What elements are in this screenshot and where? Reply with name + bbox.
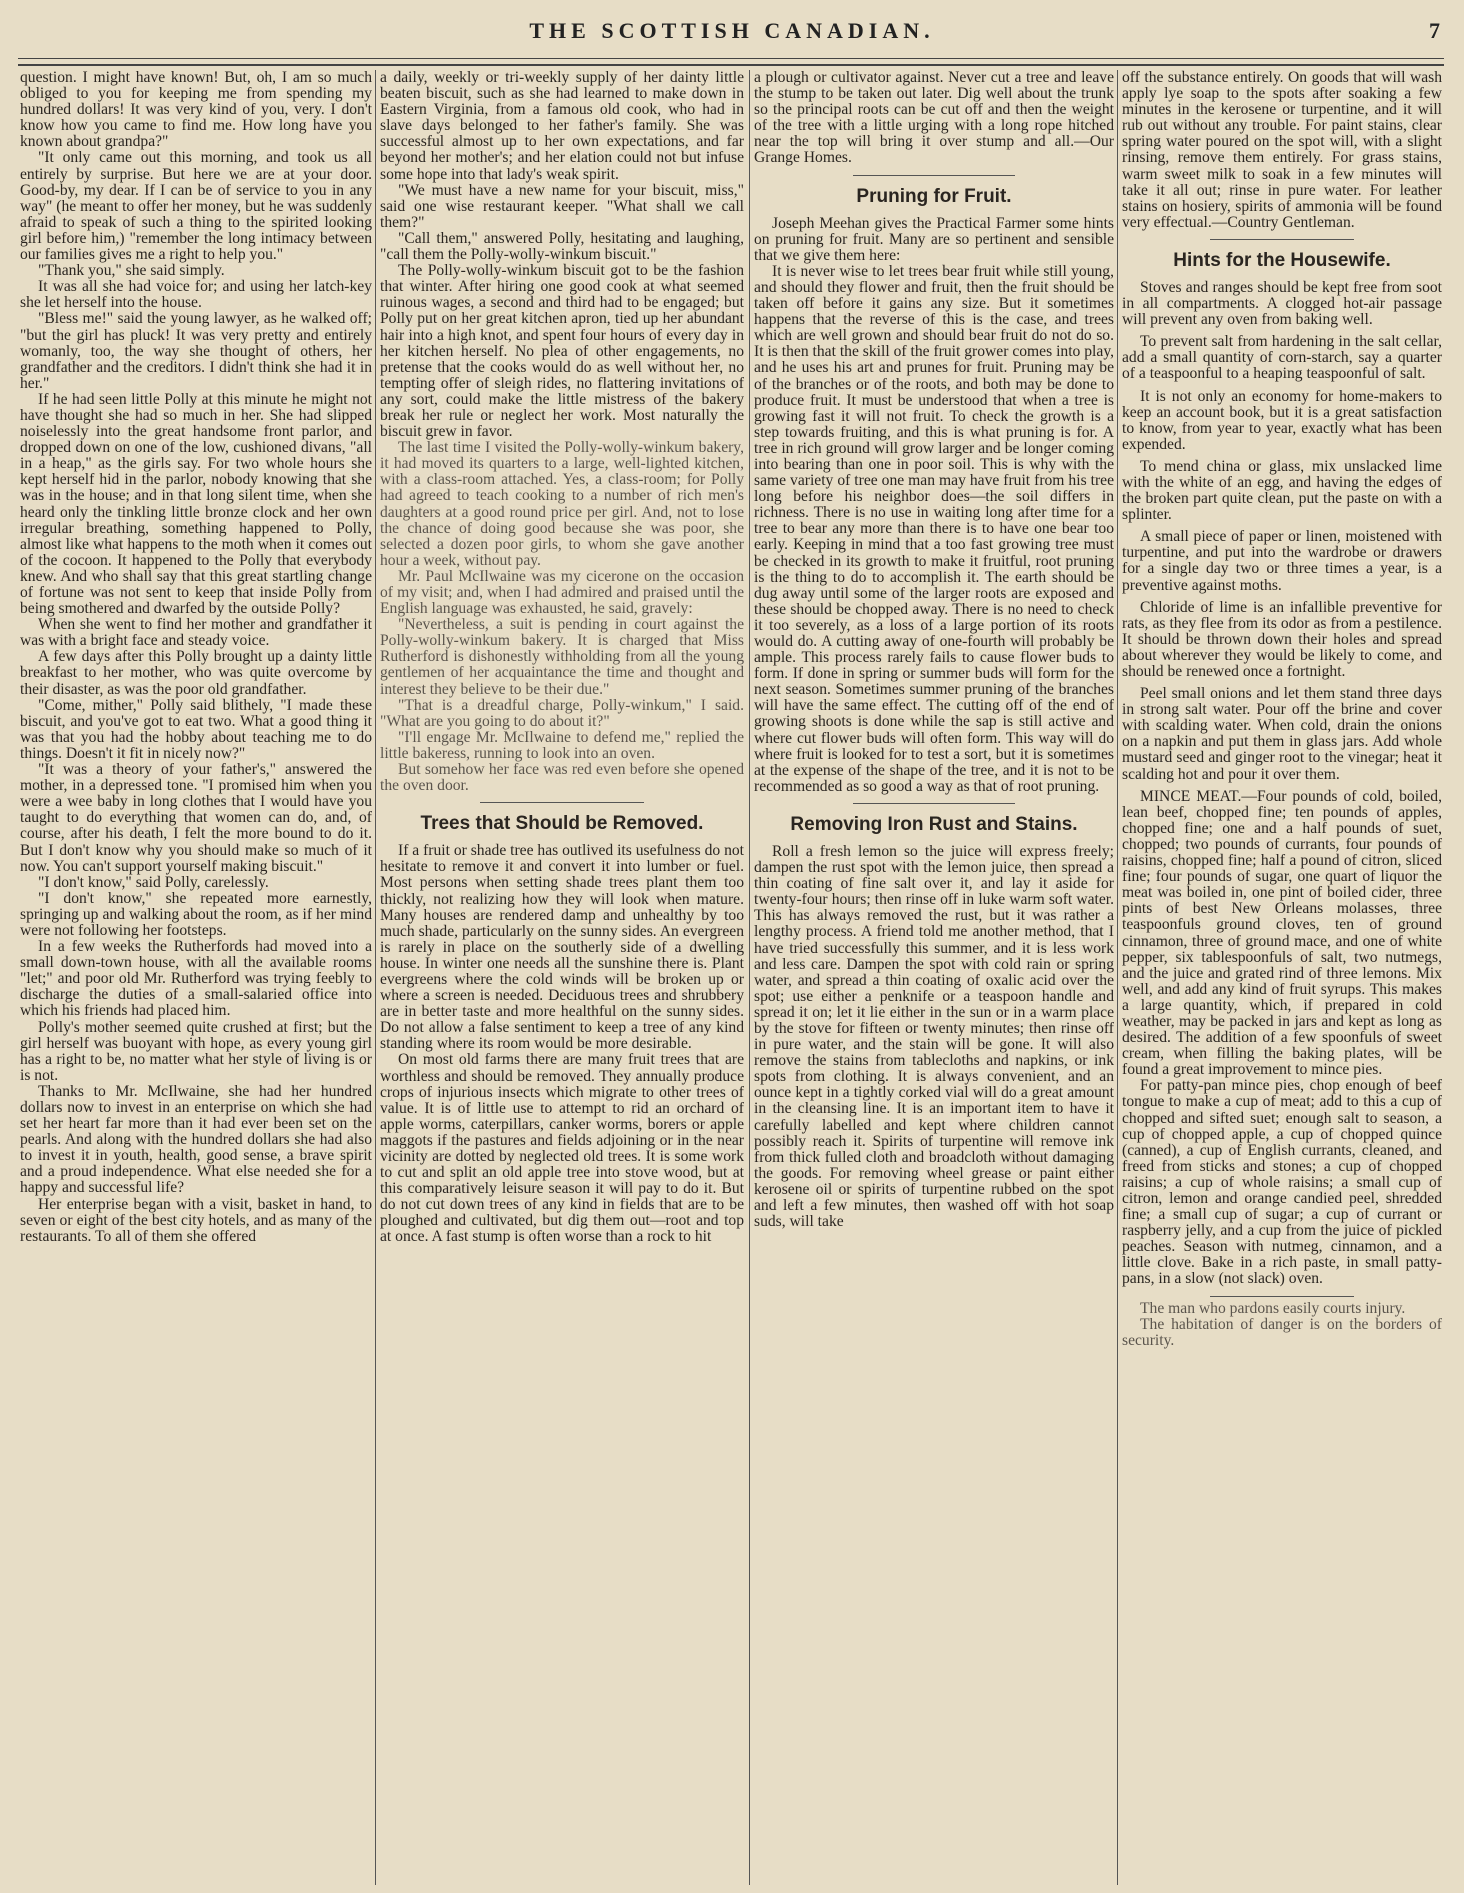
paragraph: Stoves and ranges should be kept free from soot in all compartments. A clogged hot-air passage will prevent any oven from baking well. [1122,278,1442,329]
paragraph: "Nevertheless, a suit is pending in court against the Polly-wolly-winkum bakery. It is charged that Miss Rutherford is dishonestly withholding from all the young gentlemen of her acquaintance the time and thought and interest they believe to be their due." [380,616,744,698]
column-4 [1122,70,1442,1885]
paragraph: Peel small onions and let them stand three days in strong salt water. Pour off the brine and cover with scalding water. When cold, drain the onions on a napkin and put them in glass jars. Add whole mustard seed and ginger root to the vinegar; heat it scalding hot and pour it over them. [1122,685,1442,783]
section-rule [853,175,1015,176]
paragraph: Mr. Paul McIlwaine was my cicerone on the occasion of my visit; and, when I had admired and praised until the English language was exhausted, he said, gravely: [380,567,744,618]
paragraph: When she went to find her mother and grandfather it was with a bright face and steady voice. [20,616,372,650]
paragraph: On most old farms there are many fruit trees that are worthless and should be removed. They annually produce crops of injurious insects which migrate to other trees of value. It is of little use to attempt to rid an orchard of apple worms, caterpillars, canker worms, borers or apple maggots if the pastures and fields adjoining or in the near vicinity are dotted by neglected old trees. It is some work to cut and split an old apple tree into stove wood, but at this comparatively leisure season it will pay to do it. But do not cut down trees of any kind in fields that are to be ploughed and cultivated, but dig them out—root and top at once. A fast stump is often worse than a rock to hit [380,1051,744,1246]
paragraph: But somehow her face was red even before she opened the oven door. [380,761,744,795]
paragraph: Her enterprise began with a visit, basket in hand, to seven or eight of the best city hotels, and as many of the restaurants. To all of them she offered [20,1195,372,1245]
article-heading: Trees that Should be Removed. [420,813,704,835]
paragraph: To prevent salt from hardening in the salt cellar, add a small quantity of corn-starch, say a quarter of a teaspoonful to a heaping teaspoonful of salt. [1122,333,1442,383]
paragraph: The habitation of danger is on the borders of security. [1122,1315,1442,1349]
paragraph: The last time I visited the Polly-wolly-winkum bakery, it had moved its quarters to a large, well-lighted kitchen, with a class-room attached. Yes, a class-room; for Polly had agreed to teach cooking to a number of rich men's daughters at a good round price per girl. And, not to lose the chance of doing good because she was poor, she selected a dozen poor girls, to whom she gave another hour a week, without pay. [380,439,744,569]
section-rule [480,802,644,803]
paragraph: "Come, mither," Polly said blithely, "I made these biscuit, and you've got to eat two. What a good thing it was that you had the hobby about teaching me to do things. Doesn't it fit in nicely now?" [20,696,372,762]
section-rule [853,803,1015,804]
paragraph: It is never wise to let trees bear fruit while still young, and should they flower and fruit, then the fruit should be taken off before it gains any size. But it sometimes happens that the reverse of this is the case, and trees which are well grown and should bear fruit do not do so. It is then that the skill of the fruit grower comes into play, and he uses his art and prunes for fruit. Pruning may be of the branches or of the roots, and both may be done to produce fruit. It must be understood that when a tree is growing fast it will not fruit. To check the growth is a step towards fruiting, and this is what pruning is for. A tree in rich ground will grow larger and be longer coming into bearing than one in poor soil. This is why with the same variety of tree one man may have fruit from his tree long before his neighbor does—the soil differs in richness. There is no use in waiting long after time for a tree to bear any more than there is to have one bear too early. Keeping in mind that a too fast growing tree must be checked in its growth to make it fruitful, root pruning is the thing to do to accomplish it. The earth should be dug away until some of the larger roots are exposed and these should be chopped away. There is no need to check it too severely, as a loss of a large portion of its roots would do. A cutting away of one-fourth will probably be ample. This process rarely fails to cause flower buds to form. If done in spring or summer buds will form for the next season. Sometimes summer pruning of the branches will have the same effect. The cutting off of the end of growing shoots is done while the sap is still active and where cut flower buds will often form. This way will do where fruit is looked for to test a sort, but it is sometimes at the expense of the shape of the tree, and it is not to be recommended as so good a way as that of root pruning. [754,262,1114,795]
paragraph: A few days after this Polly brought up a dainty little breakfast to her mother, who was quite overcome by their disaster, as was the poor old grandfather. [20,648,372,698]
article-heading: Pruning for Fruit. [856,185,1012,207]
paragraph: "I don't know," she repeated more earnestly, springing up and walking about the room, as if her mind were not following her footsteps. [20,889,372,939]
paragraph: "I'll engage Mr. McIlwaine to defend me," replied the little bakeress, running to look into an oven. [380,728,744,762]
paragraph: A small piece of paper or linen, moistened with turpentine, and put into the wardrobe or drawers for a single day two or three times a year, is a preventive against moths. [1122,528,1442,594]
paragraph: Joseph Meehan gives the Practical Farmer some hints on pruning for fruit. Many are so pertinent and sensible that we give them here: [754,214,1114,264]
paragraph: Chloride of lime is an infallible preventive for rats, as they flee from its odor as from a pestilence. It should be thrown down their holes and spread about wherever they would be likely to come, and should be renewed once a fortnight. [1122,598,1442,680]
column-2 [380,70,744,1885]
paragraph: off the substance entirely. On goods that will wash apply lye soap to the spots after soaking a few minutes in the kerosene or turpentine, and it will rub out without any trouble. For paint stains, clear spring water poured on the spot will, with a slight rinsing, remove them entirely. For grass stains, warm sweet milk to soak in a few minutes will take it all out; rinse in pure water. For leather stains on hosiery, spirits of ammonia will be found very effectual.—Country Gentleman. [1122,70,1442,231]
columns [18,70,1444,1885]
paragraph: a daily, weekly or tri-weekly supply of her dainty little beaten biscuit, such as she had learned to make down in Eastern Virginia, from a famous old cook, who had in slave days belonged to her father's family. She was successful almost up to her own expectations, and far beyond her mother's; and her elation could not but infuse some hope into that lady's weak spirit. [380,70,744,183]
paragraph: "That is a dreadful charge, Polly-winkum," I said. "What are you going to do about it?" [380,696,744,730]
paragraph: The Polly-wolly-winkum biscuit got to be the fashion that winter. After hiring one good cook at what seemed ruinous wages, a second and third had to be engaged; but Polly put on her great kitchen apron, tied up her abundant hair into a high knot, and spent four hours of every day in her kitchen herself. No plea of other engagements, no pretense that the cooks would do as well without her, no tempting offer of sleigh rides, no flattering invitations of any sort, could make the little mistress of the bakery break her rule or neglect her work. Most naturally the biscuit grew in favor. [380,262,744,441]
paragraph: "Thank you," she said simply. [38,262,225,280]
masthead [0,18,1464,48]
column-divider [375,70,376,1885]
masthead-rule [18,58,1444,59]
column-divider [749,70,750,1885]
paragraph: "It was a theory of your father's," answered the mother, in a depressed tone. "I promised him when you were a wee baby in long clothes that I would have you taught to do everything that women can do, and, of course, after his death, I felt the more bound to do it. But I don't know why you should make so much of it now. You can't support yourself making biscuit." [20,761,372,875]
paragraph: To mend china or glass, mix unslacked lime with the white of an egg, and having the edges of the broken part quite clean, put the paste on with a splinter. [1122,457,1442,524]
paragraph: "Call them," answered Polly, hesitating and laughing, "call them the Polly-wolly-winkum biscuit." [380,229,744,264]
paragraph: a plough or cultivator against. Never cut a tree and leave the stump to be taken out later. Dig well about the trunk so the principal roots can be cut off and then the weight of the tree with a little urging with a long rope hitched near the top will bring it over stump and all.—Our Grange Homes. [754,70,1114,167]
paragraph: question. I might have known! But, oh, I am so much obliged to you for keeping me from spending my hundred dollars! It was very kind of you, very. I don't know how you came to find me. How long have you known about grandpa?" [20,70,372,151]
paragraph: Roll a fresh lemon so the juice will express freely; dampen the rust spot with the lemon juice, then spread a thin coating of fine salt over it, and lay it aside for twenty-four hours; then rinse off in luke warm soft water. This has always removed the rust, but it was rather a lengthy process. A friend told me another method, that I have tried successfully this summer, and it is less work and less care. Dampen the spot with cold rain or spring water, and spread a thin coating of oxalic acid over the spot; use either a penknife or a teaspoon handle and spread it on; let it lie either in the sun or in a warm place by the stove for fifteen or twenty minutes; then rinse off in pure water, and the stain will be gone. It will also remove the stains from tablecloths and napkins, or ink spots from clothing. It is always convenient, and an ounce kept in a tightly corked vial will do a great amount in the cleansing line. It is an important item to have it carefully labelled and kept where children cannot possibly reach it. Spirits of turpentine will remove ink from thick fulled cloth and broadcloth without damaging the goods. For removing wheel grease or paint either kerosene oil or spirits of turpentine rubbed on the spot and left a few minutes, then washed off with hot soap suds, will take [754,842,1114,1231]
newspaper-title: THE SCOTTISH CANADIAN. [529,18,935,43]
paragraph: In a few weeks the Rutherfords had moved into a small down-town house, with all the available rooms "let;" and poor old Mr. Rutherford was trying feebly to discharge the duties of a small-salaried office into which his friends had placed him. [20,938,372,1020]
column-1 [20,70,372,1885]
paragraph: MINCE MEAT.—Four pounds of cold, boiled, lean beef, chopped fine; ten pounds of apples, chopped fine; one and a half pounds of suet, chopped; two pounds of currants, four pounds of raisins, chopped fine; half a pound of citron, sliced fine; four pounds of sugar, one quart of liquor the meat was boiled in, one pint of boiled cider, three pints of best New Orleans molasses, three teaspoonfuls ground cloves, ten of ground cinnamon, three of ground mace, and one of white pepper, six tablespoonfuls of salt, two nutmegs, and the juice and grated rind of three lemons. Mix well, and add any kind of fruit syrups. This makes a large quantity, which, if prepared in cold weather, may be packed in jars and kept as long as desired. The addition of a few spoonfuls of sweet cream, when filling the baking plates, will be found a great improvement to mince pies. [1122,787,1442,1079]
paragraph: For patty-pan mince pies, chop enough of beef tongue to make a cup of meat; add to this a cup of chopped and sifted suet; enough salt to season, a cup of chopped apple, a cup of chopped quince (canned), a cup of English currants, cleaned, and freed from sticks and stones; a cup of chopped raisins; a cup of whole raisins; a small cup of citron, lemon and orange candied peel, shredded fine; a small cup of sugar; a cup of currant or raspberry jelly, and a cup from the juice of pickled peaches. Season with nutmeg, cinnamon, and a little clove. Bake in a rich paste, in small patty-pans, in a slow (not slack) oven. [1122,1077,1442,1288]
paragraph: "It only came out this morning, and took us all entirely by surprise. But here we are at your door. Good-by, my dear. If I can be of service to you in any way" (he meant to offer her money, but he was suddenly afraid to speak of such a thing to the spirited looking girl before him,) "remember the long intimacy between our families gives me a right to help you." [20,149,372,264]
paragraph: If a fruit or shade tree has outlived its usefulness do not hesitate to remove it and convert it into lumber or fuel. Most persons when setting shade trees plant them too thickly, not realizing how they will look when mature. Many houses are rendered damp and unhealthy by too much shade, particularly on the sunny sides. An evergreen is rarely in place on the southerly side of a dwelling house. In winter one needs all the sunshine there is. Plant evergreens where the cold winds will be broken up or where a screen is needed. Deciduous trees and shrubbery are in better taste and more healthful on the sunny sides. Do not allow a false sentiment to keep a tree of any kind standing where its room would be more desirable. [380,842,744,1053]
column-divider [1117,70,1118,1885]
paragraph: It is not only an economy for home-makers to keep an account book, but it is a great satisfaction to know, from year to year, exactly what has been expended. [1122,387,1442,453]
paragraph: "I don't know," said Polly, carelessly. [38,873,269,891]
paragraph: It was all she had voice for; and using her latch-key she let herself into the house. [20,278,372,312]
section-rule [1210,1296,1354,1297]
column-3 [754,70,1114,1885]
page-number: 7 [1429,18,1440,43]
article-heading: Removing Iron Rust and Stains. [790,813,1078,835]
masthead-rule-double [18,64,1444,66]
paragraph: "Bless me!" said the young lawyer, as he walked off; "but the girl has pluck! It was very pretty and entirely womanly, too, the way she thought of others, her grandfather and the creditors. I didn't think she had it in her." [20,310,372,392]
paragraph: If he had seen little Polly at this minute he might not have thought she had so much in her. She had slipped noiselessly into the great handsome front parlor, and dropped down on one of the low, cushioned divans, "all in a heap," as the girls say. For two whole hours she kept herself hid in the parlor, nobody knowing that she was in the house; and in that long silent time, when she heard only the tinkling little bronze clock and her own irregular breathing, something happened to Polly, almost like what happens to the moth when it comes out of the cocoon. It happened to the Polly that everybody knew. And who shall say that this great startling change of fortune was not sent to keep that inside Polly from being smothered and dwarfed by the outside Polly? [20,390,372,618]
section-rule [1210,239,1354,240]
article-heading: Hints for the Housewife. [1173,249,1391,271]
paragraph: Thanks to Mr. McIlwaine, she had her hundred dollars now to invest in an enterprise on which she had set her heart far more than it had ever been set on the pearls. And along with the hundred dollars she had also to invest it in youth, health, good sense, a brave spirit and a proud independence. What else needed she for a happy and successful life? [20,1082,372,1197]
paragraph: "We must have a new name for your biscuit, miss," said one wise restaurant keeper. "What shall we call them?" [380,181,744,231]
paragraph: Polly's mother seemed quite crushed at first; but the girl herself was buoyant with hope, as every young girl has a right to be, no matter what her style of living is or is not. [20,1018,372,1084]
paragraph: The man who pardons easily courts injury. [1140,1299,1406,1317]
